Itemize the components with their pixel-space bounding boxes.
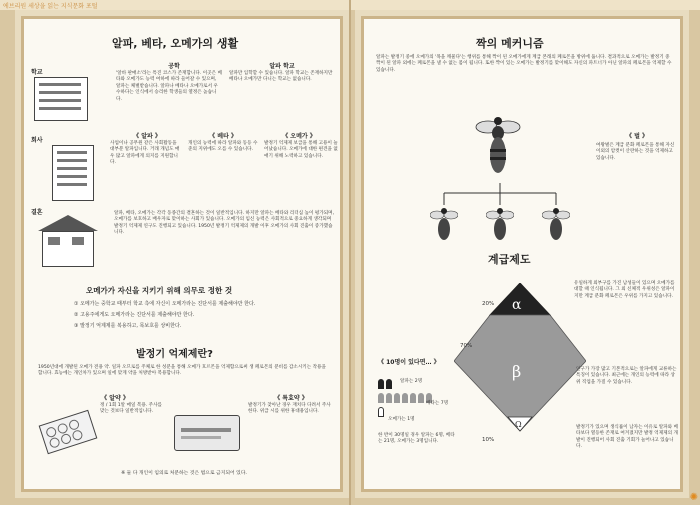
company-beta-text: 개인의 능력에 따라 알파와 동등 수준의 지위에도 오를 수 있습니다. bbox=[188, 141, 258, 153]
injection-text: 발정기가 찾아난 경우 재치다 다려서 주사한다. 위급 시를 위한 휴대용입니다. bbox=[248, 403, 331, 415]
section-marriage: 결혼 bbox=[31, 209, 43, 216]
company-alpha-heading: 《 알파 》 bbox=[133, 133, 161, 140]
marriage-text: 알파, 베타, 오메가는 각각 동종간의 결혼하는 것이 일반적입니다. 하지만 알파는 베타와 리더십 높이 평가되며, 오메가를 보호하고 배우자로 맞이하는 사회가 있습니다. 오메가의 임신 능력은 사회적으로 중요하게 생각되며 발정기 억제제 연구도 진행되고 있습니다. 1950년 발정기 억제제의 개발 이후 오메가의 사회 진출이 증가했습니다. bbox=[114, 211, 335, 236]
beta-caste-text: 인구가 가장 많고 기본적으로는 알파에게 교류하는 특징이 있습니다. 최근에는 개인의 능력에 따라 상위 직업을 가질 수 있습니다. bbox=[576, 367, 677, 385]
company-alpha-text: 사업이나 공무원 같은 사회활동을 대부분 알파입니다. 거래 개념도 매우 많고 알파에게 의지를 지원합니다. bbox=[110, 141, 180, 166]
duty-item-2: ② 고용주에게도 오메가라는 진단서를 제출해야만 한다. bbox=[74, 312, 195, 318]
worker-bee-illustration bbox=[430, 205, 458, 243]
right-page bbox=[361, 16, 683, 492]
duty-item-3: ③ 발정기 억제제를 복용하고, 목보호를 상비한다. bbox=[74, 323, 182, 329]
school-col2-text: 알파만 입학할 수 있습니다. 알파 학교는 존재하지만 베타나 오메가만 다니는 학교는 없습니다. bbox=[229, 71, 333, 83]
ten-people-heading: 《 10명이 있다면… 》 bbox=[378, 359, 440, 366]
company-omega-heading: 《 오메가 》 bbox=[282, 133, 316, 140]
caste-diamond-diagram bbox=[454, 283, 586, 441]
bee-note-text: 여왕벌은 계급 분화 페로몬을 통해 자신 이외의 암컷이 산란하는 것을 억제하고 있습니다. bbox=[596, 143, 675, 161]
alpha-percent: 20% bbox=[482, 301, 495, 307]
pill-text: 정 / 1회 1알 매일 복용. 주사를 맞는 것보다 일반적입니다. bbox=[100, 403, 162, 415]
site-label: 에브리원 세상을 읽는 지식문화 포털 bbox=[3, 3, 98, 10]
duty-title: 오메가가 자신을 지키기 위해 의무로 정한 것 bbox=[86, 286, 233, 295]
pill-pack-illustration bbox=[39, 410, 98, 455]
school-col2-heading: 알파 학교 bbox=[269, 63, 295, 70]
ten-beta-label: 베타는 7명 bbox=[426, 401, 449, 406]
left-page bbox=[21, 16, 343, 492]
injection-heading: 《 특효약 》 bbox=[274, 395, 308, 402]
company-beta-heading: 《 베타 》 bbox=[209, 133, 237, 140]
injection-kit-illustration bbox=[174, 415, 240, 451]
bee-note-heading: 《 벌 》 bbox=[626, 133, 648, 140]
suppressant-text: 1950년대에 개발된 오메가 전용 약. 일파 오므로를 주체로 한 성분을 통해 오메가 호르몬을 억제함으로써 생 페로몬의 분비를 감소시키는 작용을 합니다. 효능에는 개인차가 있으며 일에 맞게 약을 처방받아 복용합니다. bbox=[38, 365, 326, 377]
footnote: ※ 둘 다 개인이 임의로 처분하는 것은 법으로 금지되어 있다. bbox=[121, 471, 247, 476]
queen-bee-illustration bbox=[474, 111, 522, 181]
ten-people-text: 한 반이 30명일 경우 알파는 6명, 베타는 21명, 오메가는 3명입니다. bbox=[378, 433, 455, 445]
suppressant-title: 발정기 억제제란? bbox=[136, 349, 213, 360]
beta-percent: 70% bbox=[460, 343, 473, 349]
bee-tree-lines bbox=[424, 183, 584, 205]
duty-item-1: ① 오메가는 중학교 때부터 학교 측에 자신이 오메가라는 진단서를 제출해야만 한다. bbox=[74, 301, 256, 307]
ten-alpha-label: 알파는 2명 bbox=[400, 379, 423, 384]
mechanism-intro: 알파는 발정기 중에 오메가의 '목을 깨물다'는 행위를 통해 짝이 된 오메가에게 계급 본래의 페로몬을 방위에 둡니다. 결과적으로 오메가는 발정기 중 짝이 된 알파 외에는 페로몬을 낼 수 없는 몸이 됩니다. 또한 짝이 있는 오메가는 발정기를 맞이해도 자신의 파트너가 아닌 알파의 페로몬을 억제할 수 있습니다. bbox=[376, 55, 672, 73]
school-col1-heading: 공학 bbox=[168, 63, 180, 70]
company-omega-text: 발정기 억제제 보급을 통해 고용이 늘어났습니다. 오메가에 대한 편견을 없애기 위해 노력하고 있습니다. bbox=[264, 141, 338, 159]
book-spine bbox=[349, 0, 351, 505]
section-company: 회사 bbox=[31, 137, 43, 144]
left-page-title: 알파, 베타, 오메가의 생활 bbox=[112, 37, 239, 50]
beta-symbol: β bbox=[512, 362, 522, 381]
caste-title: 계급제도 bbox=[488, 253, 531, 266]
pill-heading: 《 알약 》 bbox=[101, 395, 129, 402]
corner-flame-icon: ✺ bbox=[689, 492, 698, 503]
worker-bee-illustration bbox=[486, 205, 514, 243]
alpha-caste-text: 유일하게 외부구를 가진 남성들이 있으며 오메가를 대할 때 인식됩니다. 그 외 신체적 우위성은 알파이지만 계급 분화 페로몬은 우위를 가지고 있습니다. bbox=[574, 281, 675, 299]
worker-bee-illustration bbox=[542, 205, 570, 243]
omega-symbol: Ω bbox=[515, 420, 522, 429]
right-page-title: 짝의 메커니즘 bbox=[476, 37, 544, 50]
school-col1-text: '알바 판매소'라는 특진 코스가 존재합니다. 이곳은 베타와 오메가도 능력 여하에 따라 들어갈 수 있으며, 알파는 체벌받습니다. 알파나 베타나 오메가로서 우수하다는 인식에서 승리한 학생들의 열정은 높습니다. bbox=[116, 71, 222, 102]
ten-omega-label: 오메가는 1명 bbox=[388, 417, 415, 422]
omega-percent: 10% bbox=[482, 437, 495, 443]
omega-caste-text: 발정기가 있으며 생식률이 남자는 이유로 알파와 베타보다 열등한 존재로 여겨졌지만 발정 억제제의 개발이 진행되어 사회 진출 기회가 늘어나고 있습니다. bbox=[576, 425, 678, 450]
section-school: 학교 bbox=[31, 69, 43, 76]
alpha-symbol: α bbox=[512, 297, 522, 313]
